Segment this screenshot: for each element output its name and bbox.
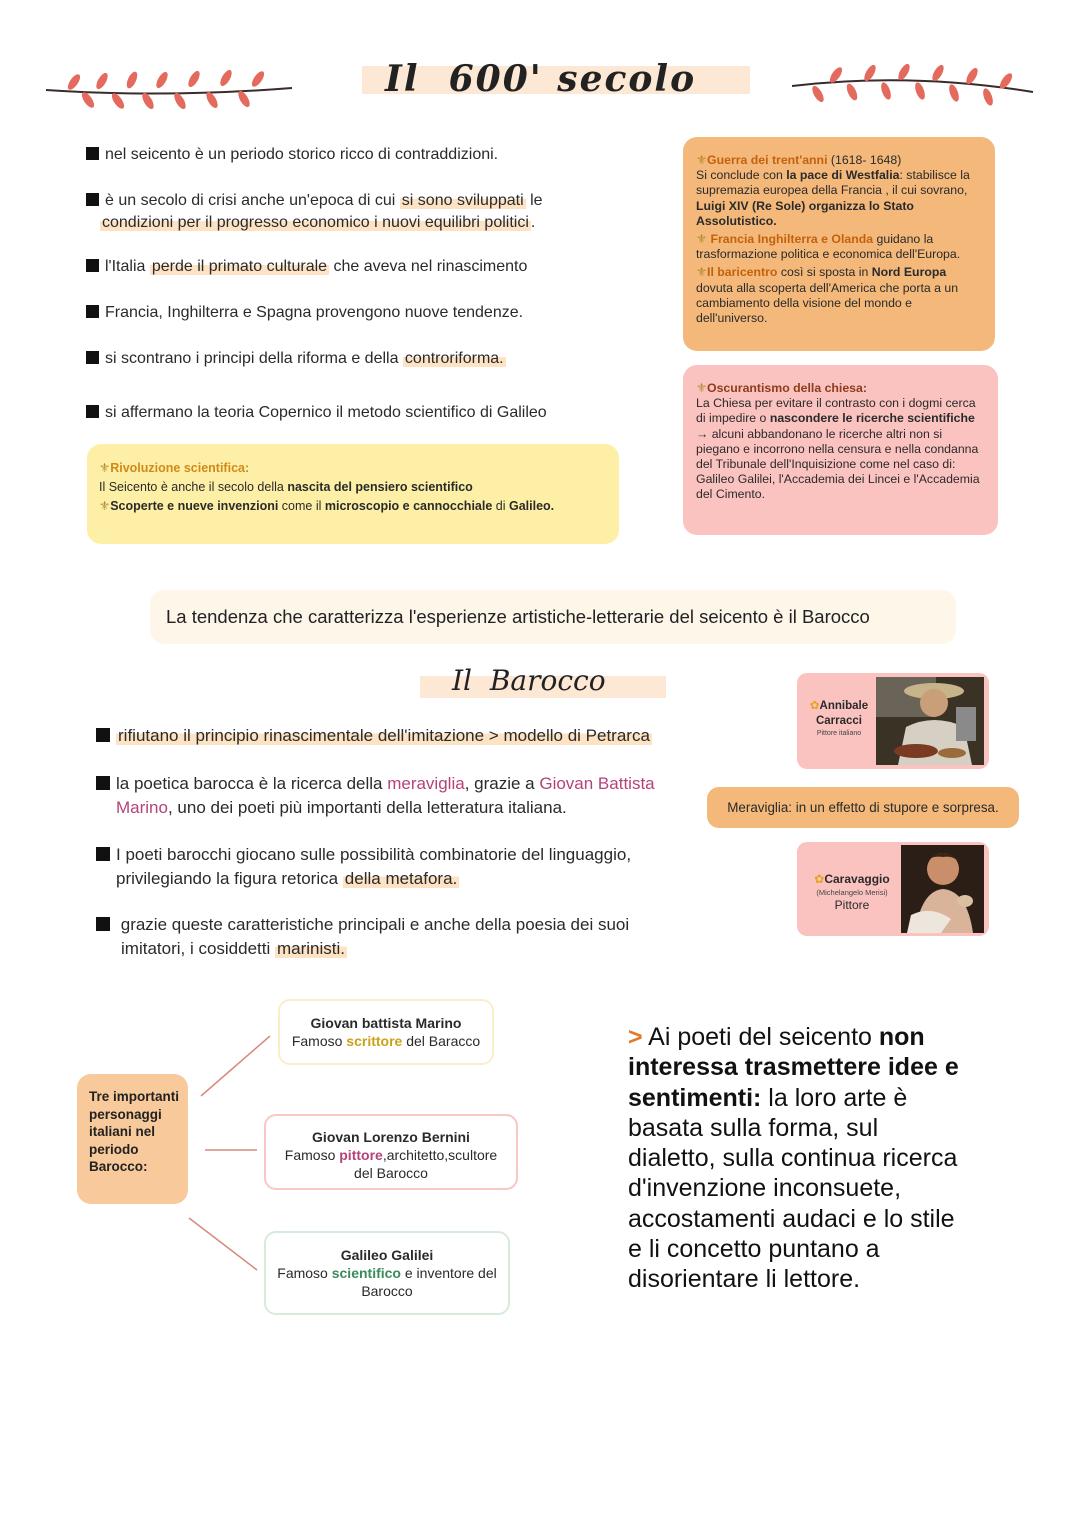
fleur-icon: ⚜ xyxy=(696,232,708,247)
final-paragraph: > Ai poeti del seicento non interessa trasmettere idee e sentimenti: la loro arte è basata sulla forma, sul dialetto, sulla continua ricerca d'invenzione inconsuete, accostamenti audaci e lo stile e li concetto puntano a disorientare li lettore. xyxy=(628,1023,959,1294)
tendenza-banner xyxy=(150,590,956,644)
branch-left-icon xyxy=(44,64,294,110)
guerra-box: ⚜Guerra dei trent'anni (1618- 1648) Si conclude con la pace di Westfalia: stabilisce la supremazia europea della Francia , il cui sovrano, Luigi XIV (Re Sole) organizza lo Stato Assolutistico. ⚜ Francia Inghilterra e Olanda guidano la trasformazione politica e economica dell'Europa. ⚜Il baricentro così si sposta in Nord Europa dovuta alla scoperta dell'America che porta a un cambiamento della visione del mondo e dell'universo. xyxy=(683,137,995,351)
intro-bullet-1: nel seicento è un periodo storico ricco di contraddizioni. xyxy=(86,144,646,166)
intro-bullet-6: si affermano la teoria Copernico il metodo scientifico di Galileo xyxy=(86,402,646,424)
intro-bullet-4: Francia, Inghilterra e Spagna provengono nuove tendenze. xyxy=(86,302,646,324)
branch-right-icon xyxy=(790,62,1035,112)
arrow-icon: > xyxy=(628,1023,643,1051)
connector-lines xyxy=(185,1030,275,1280)
person-card-galilei: Galileo Galilei Famoso scientifico e inventore del Barocco xyxy=(264,1231,510,1315)
person-card-bernini: Giovan Lorenzo Bernini Famoso pittore,architetto,scultore del Barocco xyxy=(264,1114,518,1190)
oscurantismo-box: ⚜Oscurantismo della chiesa: La Chiesa per evitare il contrasto con i dogmi cerca di impedire o nascondere le ricerche scientifiche → alcuni abbandonano le ricerche altri non si piegano e incorrono nella censura e nella condanna del Tribunale dell'Inquisizione come nel caso di: Galileo Galilei, l'Accademia dei Lincei e l'Accademia del Cimento. xyxy=(683,365,998,535)
tre-personaggi-box xyxy=(77,1074,188,1204)
annibale-painting-image xyxy=(876,677,984,765)
barocco-bullet-1: rifiutano il principio rinascimentale dell'imitazione > modello di Petrarca xyxy=(96,724,696,748)
meraviglia-box: Meraviglia: in un effetto di stupore e sorpresa. xyxy=(707,787,1019,828)
fleur-icon: ⚜ xyxy=(99,499,111,513)
barocco-bullet-2: la poetica barocca è la ricerca della meraviglia, grazie a Giovan Battista Marino, uno dei poeti più importanti della letteratura italiana. xyxy=(96,772,696,820)
person-card-marino: Giovan battista Marino Famoso scrittore del Baracco xyxy=(278,999,494,1065)
barocco-title: Il Barocco xyxy=(452,664,606,697)
rivoluzione-box: ⚜Rivoluzione scientifica: Il Seicento è anche il secolo della nascita del pensiero scientifico ⚜Scoperte e nueve invenzioni come il microscopio e cannocchiale di Galileo. xyxy=(87,444,619,544)
caravaggio-card: ✿Caravaggio (Michelangelo Merisi) Pittore xyxy=(797,842,989,936)
fleur-icon: ⚜ xyxy=(99,461,111,475)
intro-bullet-5: si scontrano i principi della riforma e della controriforma. xyxy=(86,348,646,370)
page-title: Il 600' secolo xyxy=(385,58,697,100)
caravaggio-painting-image xyxy=(901,845,984,933)
fleur-icon: ⚜ xyxy=(696,381,708,395)
barocco-bullet-3: I poeti barocchi giocano sulle possibilità combinatorie del linguaggio, privilegiando la figura retorica della metafora. xyxy=(96,843,696,891)
intro-bullet-2: è un secolo di crisi anche un'epoca di cui si sono sviluppati le condizioni per il progresso economico i nuovi equilibri politici . xyxy=(86,190,646,234)
tendenza-text: La tendenza che caratterizza l'esperienze artistiche-letterarie del seicento è il Barocco xyxy=(166,606,870,627)
fleur-icon: ⚜ xyxy=(696,265,708,280)
tre-personaggi-text: Tre importanti personaggi italiani nel periodo Barocco: xyxy=(89,1089,180,1174)
annibale-card: ✿Annibale Carracci Pittore italiano xyxy=(797,673,989,769)
fleur-icon: ⚜ xyxy=(696,153,708,167)
flower-icon: ✿ xyxy=(814,872,825,886)
flower-icon: ✿ xyxy=(809,700,820,712)
barocco-bullet-4: grazie queste caratteristiche principali e anche della poesia dei suoi imitatori, i cosiddetti marinisti. xyxy=(96,913,696,961)
intro-bullet-3: l'Italia perde il primato culturale che aveva nel rinascimento xyxy=(86,256,646,278)
